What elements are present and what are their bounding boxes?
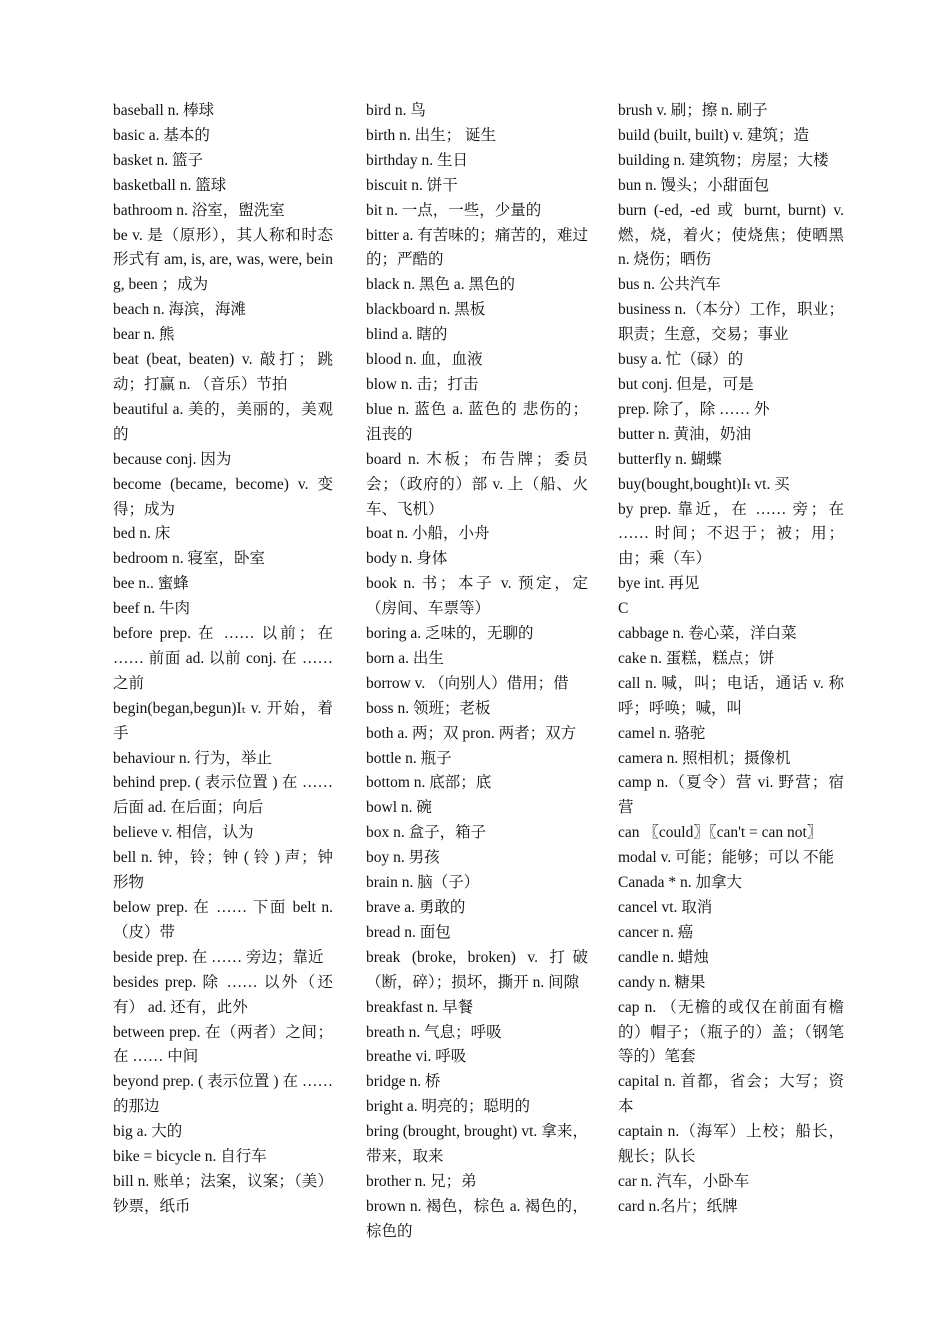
vocab-entry: both a. 两；双 pron. 两者；双方 [366,724,577,742]
vocab-entry: candle n. 蜡烛 [618,948,709,966]
vocab-entry: camp n.（夏令）营 vi. 野营；宿营 [618,774,844,817]
vocab-entry: bus n. 公共汽车 [618,276,721,294]
vocab-entry: can 〖could〗〖can't = can not〗 [618,824,823,842]
vocab-entry: boat n. 小船，小舟 [366,525,490,543]
vocab-entry: blackboard n. 黑板 [366,301,486,319]
vocab-entry: because conj. 因为 [113,450,232,468]
vocab-entry: C [618,600,629,618]
vocab-entry: bun n. 馒头；小甜面包 [618,176,770,194]
vocab-entry: besides prep. 除 …… 以外（还有） ad. 还有，此外 [113,973,333,1016]
vocab-entry: bowl n. 碗 [366,799,432,817]
vocab-entry: break (broke, broken) v. 打破（断，碎）；损坏，撕开 n. 间隙 [366,948,588,991]
vocab-entry: boss n. 领班；老板 [366,699,491,717]
vocab-entry: butter n. 黄油，奶油 [618,425,752,443]
vocab-entry: cabbage n. 卷心菜，洋白菜 [618,625,797,643]
vocab-entry: blood n. 血，血液 [366,351,483,369]
vocab-entry: beyond prep. ( 表示位置 ) 在 …… 的那边 [113,1073,333,1116]
vocab-entry: brush v. 刷；擦 n. 刷子 [618,102,768,119]
vocab-entry: by prep. 靠近，在 …… 旁；在 …… 时间；不迟于；被；用；由；乘（车） [618,500,844,568]
vocab-entry: box n. 盒子，箱子 [366,824,487,842]
vocab-entry: birth n. 出生； 诞生 [366,126,497,144]
vocab-entry: below prep. 在 …… 下面 belt n. （皮）带 [113,899,333,941]
vocab-entry: but conj. 但是，可是 [618,375,754,393]
vocab-entry: be v. 是（原形），其人称和时态形式有 am, is, are, was, were, being, been ；成为 [113,226,333,294]
vocab-entry: call n. 喊，叫；电话，通话 v. 称呼；呼唤；喊，叫 [618,674,844,717]
vocab-entry: behind prep. ( 表示位置 ) 在 …… 后面 ad. 在后面；向后 [113,774,333,817]
vocab-entry: bedroom n. 寝室，卧室 [113,550,265,568]
vocab-entry: car n. 汽车，小卧车 [618,1172,750,1190]
vocab-entry: between prep. 在（两者）之间；在 …… 中间 [113,1023,333,1066]
vocab-entry: captain n.（海军）上校；船长，舰长；队长 [618,1123,844,1166]
vocab-entry: camel n. 骆驼 [618,724,706,742]
vocab-entry: black n. 黑色 a. 黑色的 [366,276,515,294]
vocab-entry: beat (beat, beaten) v. 敲打；跳动；打赢 n. （音乐）节拍 [113,351,333,393]
vocab-entry: bird n. 鸟 [366,102,426,119]
vocab-entry: body n. 身体 [366,550,448,568]
vocab-entry: brain n. 脑（子） [366,874,480,892]
vocab-entry: breakfast n. 早餐 [366,998,474,1016]
vocabulary-column-2 [366,99,588,1245]
vocab-entry: beef n. 牛肉 [113,600,191,618]
vocab-entry: Canada * n. 加拿大 [618,874,742,892]
vocab-entry: boy n. 男孩 [366,849,440,867]
vocab-entry: buy(bought,bought)Iₜ vt. 买 [618,475,790,493]
vocab-entry: bottle n. 瓶子 [366,749,452,767]
vocab-entry: bread n. 面包 [366,923,451,941]
vocab-entry: blow n. 击；打击 [366,375,479,393]
vocab-entry: bright a. 明亮的；聪明的 [366,1098,531,1116]
vocab-entry: prep. 除了，除 …… 外 [618,400,770,418]
vocab-entry: bill n. 账单；法案，议案；（美）钞票，纸币 [113,1172,333,1215]
vocab-entry: bitter a. 有苦味的；痛苦的，难过的；严酷的 [366,226,588,269]
vocab-entry: bottom n. 底部；底 [366,774,492,792]
vocab-entry: book n. 书；本子 v. 预定，定（房间、车票等） [366,575,588,618]
vocab-entry: baseball n. 棒球 [113,102,215,119]
vocab-entry: bear n. 熊 [113,326,175,344]
vocab-entry: cake n. 蛋糕，糕点；饼 [618,649,775,667]
vocab-entry: board n. 木板；布告牌；委员会；（政府的）部 v. 上（船、火车、飞机） [366,450,588,518]
vocab-entry: cancer n. 癌 [618,923,694,941]
vocab-entry: butterfly n. 蝴蝶 [618,450,722,468]
vocab-entry: busy a. 忙（碌）的 [618,351,744,369]
vocab-entry: brave a. 勇敢的 [366,899,466,916]
vocab-entry: basketball n. 篮球 [113,176,227,194]
vocab-entry: breathe vi. 呼吸 [366,1048,467,1066]
vocab-entry: biscuit n. 饼干 [366,176,458,194]
vocab-entry: modal v. 可能；能够；可以 不能 [618,849,834,867]
vocab-entry: burn (-ed, -ed 或 burnt, burnt) v. 燃，烧，着火；使烧焦；使晒黑 n. 烧伤；晒伤 [618,201,844,269]
vocab-entry: bye int. 再见 [618,575,700,593]
vocab-entry: brown n. 褐色，棕色 a. 褐色的，棕色的 [366,1197,588,1240]
vocab-entry: bell n. 钟，铃；钟 ( 铃 ) 声；钟形物 [113,849,333,892]
vocab-entry: before prep. 在 …… 以前；在 …… 前面 ad. 以前 conj. 在 …… 之前 [113,625,333,692]
vocabulary-column-3 [618,99,844,1220]
vocab-entry: born a. 出生 [366,649,444,667]
vocab-entry: boring a. 乏味的，无聊的 [366,625,534,643]
vocab-entry: basic a. 基本的 [113,126,210,144]
vocab-entry: beautiful a. 美的，美丽的，美观的 [113,400,333,443]
vocab-entry: blind a. 瞎的 [366,326,448,344]
vocab-entry: bridge n. 桥 [366,1073,441,1091]
vocab-entry: big a. 大的 [113,1123,183,1141]
vocab-entry: card n.名片；纸牌 [618,1197,738,1215]
vocab-entry: cap n. （无檐的或仅在前面有檐的）帽子；（瓶子的）盖；（钢笔等的）笔套 [618,998,844,1066]
vocab-entry: build (built, built) v. 建筑；造 [618,126,810,144]
vocab-entry: believe v. 相信，认为 [113,824,254,842]
vocab-entry: camera n. 照相机；摄像机 [618,749,791,767]
vocab-entry: bee n.. 蜜蜂 [113,575,189,593]
vocab-entry: begin(began,begun)Iₜ v. 开始，着手 [113,699,333,742]
vocab-entry: business n.（本分）工作，职业；职责；生意，交易；事业 [618,301,844,344]
vocab-entry: cancel vt. 取消 [618,899,713,916]
vocab-entry: beach n. 海滨，海滩 [113,301,247,319]
vocab-entry: blue n. 蓝色 a. 蓝色的 悲伤的；沮丧的 [366,400,588,443]
vocab-entry: candy n. 糖果 [618,973,706,991]
vocab-entry: bike = bicycle n. 自行车 [113,1148,267,1166]
vocabulary-column-1 [113,99,333,1220]
vocab-entry: birthday n. 生日 [366,151,469,169]
vocab-entry: become (became, become) v. 变得；成为 [113,475,333,518]
vocab-entry: basket n. 篮子 [113,151,203,169]
vocab-entry: building n. 建筑物；房屋；大楼 [618,151,829,169]
vocab-entry: beside prep. 在 …… 旁边；靠近 [113,948,324,966]
vocab-entry: bit n. 一点，一些，少量的 [366,201,542,219]
vocab-entry: capital n. 首都，省会；大写；资本 [618,1073,844,1116]
vocab-entry: brother n. 兄；弟 [366,1172,477,1190]
vocab-entry: bring (brought, brought) vt. 拿来，带来，取来 [366,1123,588,1166]
vocab-entry: bed n. 床 [113,525,171,543]
vocab-entry: behaviour n. 行为，举止 [113,749,272,767]
vocab-entry: borrow v. （向别人）借用；借 [366,674,569,692]
vocab-entry: bathroom n. 浴室，盥洗室 [113,201,285,219]
vocab-entry: breath n. 气息；呼吸 [366,1023,502,1041]
